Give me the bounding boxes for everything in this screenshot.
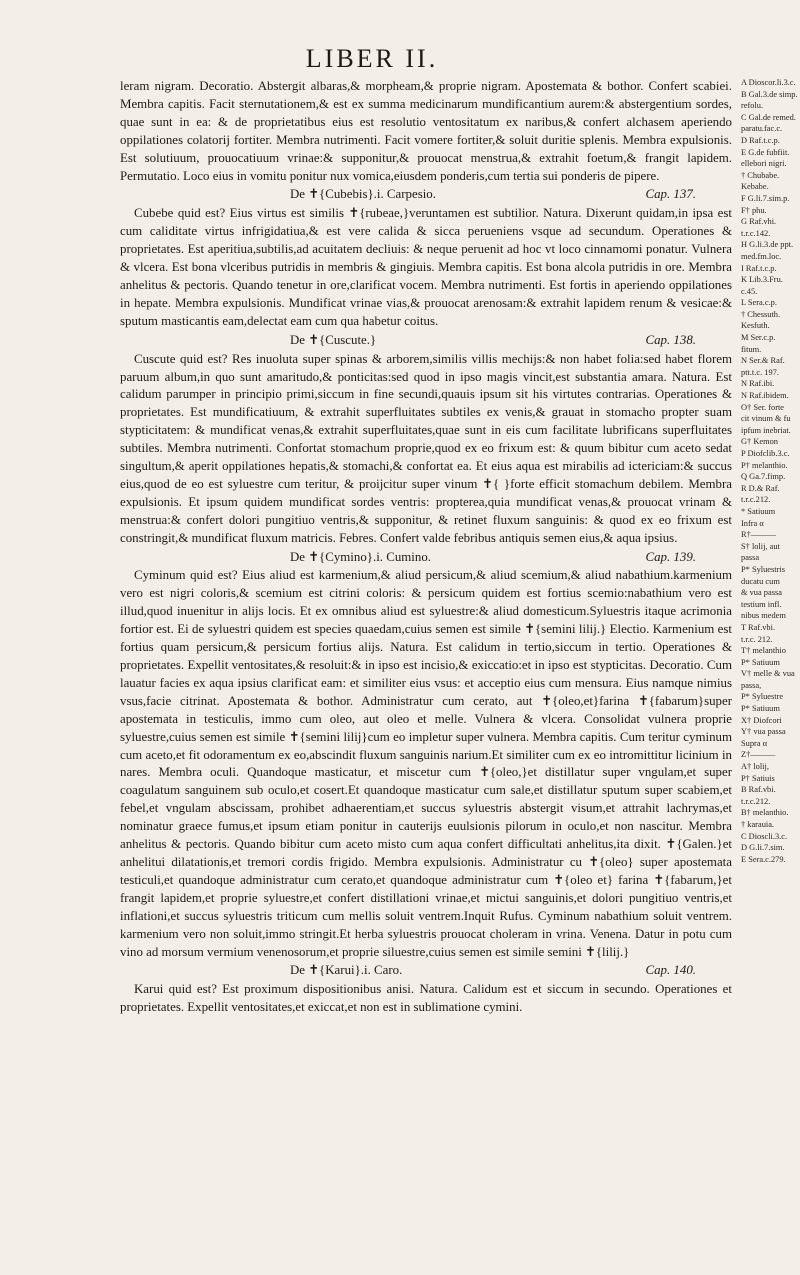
margin-note: N Raf.ibi.: [741, 379, 775, 389]
chapter-title: De ✝{Cubebis}.i. Carpesio.: [290, 187, 436, 202]
margin-note: nibus medem: [741, 611, 786, 621]
margin-note: Kesfuth.: [741, 321, 770, 331]
margin-note: N Raf.ibidem.: [741, 391, 789, 401]
margin-note: P Diofclib.3.c.: [741, 449, 790, 458]
margin-note: passa: [741, 553, 760, 563]
margin-note: N Ser.& Raf.: [741, 356, 785, 366]
margin-note: T Raf.vbi.: [741, 622, 776, 632]
margin-note: E G.de fubfiit.: [741, 147, 790, 157]
margin-note: B Raf.vbi.: [741, 785, 776, 795]
margin-note: Y† vua passa: [741, 727, 786, 737]
margin-note: † Chessuth.: [741, 309, 781, 319]
chapter-title: De ✝{Cymino}.i. Cumino.: [290, 549, 431, 564]
margin-note: passa,: [741, 680, 762, 690]
margin-note: G Raf.vhi.: [741, 217, 777, 227]
margin-note: R D.& Raf.: [741, 483, 780, 493]
chapter-number: Cap. 138.: [645, 332, 696, 347]
chapter-heading: [120, 332, 732, 350]
margin-note: P* Satiuum: [741, 704, 780, 714]
margin-note: G† Kemon: [741, 437, 778, 447]
main-text-column: [120, 78, 732, 1017]
paragraph: Cyminum quid est? Eius aliud est karmenium,& aliud persicum,& aliud scemium,& aliud nabathium.karmenium vero est nigri coloris,& scemium est citrini coloris: & persicum quidem est fortius scemio:nabathium vero est illud,quod inuenitur in alijs locis. Et ex omnibus aliud est syluestre:& aliud domesticum.Syluestris itaque acrimonia fortior est. Ei de syluestri quidem est species quaedam,cuius semen est simile ✝{semini lilij.} Electio. Karmenium est fortius quam persicum,& persicum fortius alijs. Natura. Est calidum in tertio,siccum in tertio. Operationes & proprietates. Expellit ventositates,& resoluit:& in ipso est incisio,& exiccatio:et in ipso est stypticitas. Decoratio. Cum lauatur facies ex aqua ipsius clarificat eam: et similiter eius vsus: et acceptio eius cum mensura. Eius namque nimius vsus,facie citrinat. Apostemata & bothor. Administratur cum cerato, aut ✝{oleo,et}farina ✝{fabarum}super apostemata in testiculis, immo cum oleo, aut oleo et melle. Vulnera & vlcera. Consolidat vulnera proprie syluestre,cuius semen est simile ✝{semini lilij}cum eo impletur super vulnera. Membra capitis. Cum teritur cyminum cum aceto,et fit odoramentum ex eo,abscindit fluxum sanguinis narium.Et similiter cum ex eo intromittitur licinium in nares. Membra oculi. Quandoque masticatur, et miscetur cum ✝{oleo,}et distillatur super vngulam,et super coagulatum sanguinem sub oculo,et cosert.Et quandoque masticatur cum sale,et distillatur sputum super scabiem,et febel,et vngulam abscissam, prohibet adhaerentiam,et succus syluestris abstergit visum,et attrahit lachrymas,et nominatur graece fumus,et ipsum etiam ponitur in cauterijs euulsionis pilorum in oculo,et non nascitur. Membra anhelitus & pectoris. Quando bibitur cum aceto misto cum aqua confert difficultati anhelitus,ita dixit. ✝{Galen.}et anhelitui dilatationis,et tremori cordis frigido. Membra expulsionis. Administratur cu ✝{oleo} super apostemata testiculi,et quandoque administratur cum cerato,et quandoque administratur cum ✝{oleo et} farina ✝{fabarum,}et frangit lapidem,et proprie syluestre,et confert distillationi vrinae,et mictui sanguinis,et dolori pungitiuo ventris,et inflationi,et succus syluestris triticum cum mellis soluit ventrem.Inquit Rufus. Cyminum nabathium soluit ventrem. karmenium vero non soluit,immo stringit.Et herba syluestris prouocat choleram in vrina. Venena. Datur in potu cum vino ad morsum vermium venenosorum,et proprie siluestre,cuius semen est simile semini ✝{lilij.}: [120, 568, 732, 959]
margin-note: S† lolij, aut: [741, 541, 780, 551]
margin-note: R†———: [741, 530, 776, 540]
margin-note: Kebabe.: [741, 182, 769, 192]
margin-note: ellebori nigri.: [741, 159, 787, 169]
margin-note: paratu.fac.c.: [741, 124, 783, 134]
marginal-notes: [741, 78, 799, 866]
margin-note: C Dioscli.3.c.: [741, 831, 788, 841]
margin-note: D G.li.7.sim.: [741, 843, 785, 853]
margin-note: refolu.: [741, 101, 764, 111]
margin-note: I Raf.t.c.p.: [741, 263, 777, 273]
chapter-heading: [120, 549, 732, 567]
margin-note: E Sera.c.279.: [741, 854, 786, 864]
margin-note: t.r.c.212.: [741, 495, 771, 505]
margin-note: cit vinum & fu: [741, 414, 791, 424]
margin-note: O† Ser. forte: [741, 402, 785, 412]
margin-note: C Gal.de remed.: [741, 112, 796, 122]
chapter-number: Cap. 139.: [645, 549, 696, 564]
margin-note: t.r.c.212.: [741, 796, 771, 806]
margin-note: A† lolij,: [741, 762, 769, 772]
chapter-title: De ✝{Cuscute.}: [290, 332, 377, 347]
chapter-title: De ✝{Karui}.i. Caro.: [290, 963, 403, 978]
paragraph: Karui quid est? Est proximum dispositionibus anisi. Natura. Calidum est et siccum in secundo. Operationes et proprietates. Expellit ventositates,et exiccat,et non est in sublimatione cymini.: [120, 982, 732, 1015]
margin-note: † Chubabe.: [741, 170, 780, 180]
margin-note: Infra α: [741, 518, 764, 528]
margin-note: L Sera.c.p.: [741, 298, 777, 308]
paragraph: leram nigram. Decoratio. Abstergit albaras,& morpheam,& proprie nigram. Apostemata & bothor. Confert scabiei. Membra capitis. Facit sternutationem,& est ex summa medicinarum mundificantium aurem:& abstergentium sordes, quae sunt in ea: & de proprietatibus eius est resolutio ventositatum ex naribus,& confert alchasem aperiendo oppilationes colatorij fortiter. Membra nutrimenti. Facit vomere fortiter,& soluit duritie splenis. Membra expulsionis. Est solutiuum, prouocatiuum vrinae:& supponitur,& prouocat menstrua,& extrahit foetum,& frangit lapidem. Permutatio. Loco eius in vomitu ponitur nux vomica,eiusdem ponderis,cum tertia sui ponderis de pipere.: [120, 79, 732, 183]
margin-note: V† melle & vua: [741, 669, 795, 679]
chapter-heading: [120, 186, 732, 204]
margin-note: t.r.c.142.: [741, 228, 771, 238]
margin-note: P* Syluestris: [741, 564, 785, 574]
margin-note: Z†———: [741, 750, 776, 760]
margin-note: P† Satiuis: [741, 773, 775, 783]
margin-note: t.r.c. 212.: [741, 634, 773, 644]
margin-note: M Ser.c.p.: [741, 333, 776, 343]
margin-note: † karauia.: [741, 820, 775, 829]
margin-note: H G.li.3.de ppt.: [741, 240, 794, 250]
margin-note: & vua passa: [741, 588, 782, 598]
margin-note: Q Ga.7.fimp.: [741, 472, 786, 482]
margin-note: F† phu.: [741, 205, 767, 215]
margin-note: c.45.: [741, 286, 758, 296]
margin-note: Supra α: [741, 738, 768, 748]
margin-note: ipfum inebriat.: [741, 425, 791, 435]
margin-note: A Dioscor.li.3.c.: [741, 78, 796, 87]
running-head: LIBER II.: [305, 44, 439, 73]
margin-note: X† Diofcori: [741, 715, 782, 725]
margin-note: P* Syluestre: [741, 692, 784, 702]
paragraph: Cubebe quid est? Eius virtus est similis ✝{rubeae,}veruntamen est subtilior. Natura. Dixerunt quidam,in ipsa est cum caliditate virtus infrigidatiua,& est vere calida & sicca perueniens vsque ad secundum. Operationes & proprietates. Est aperitiua,subtilis,ad acuitatem decliuis: & neque peruenit ad hoc vt loco cinnamomi ponatur. Vulnera & vlcera. Est bona vlceribus putridis in membris & gingiuis. Membra capitis. Est bona alcola putridis in ore. Membra anhelitus & pectoris. Quando tenetur in ore,clarificat vocem. Membra nutrimenti. Est fortis in aperiendo oppilationes in hepate. Membra expulsionis. Mundificat vrinae vias,& prouocat arenosam:& extrahit lapidem renum & vesicae:& sputum masticantis eam,delectat eam cum qua habetur coitus.: [120, 206, 732, 328]
paragraph: Cuscute quid est? Res inuoluta super spinas & arborem,similis villis mechijs:& non habet folia:sed habet florem paruum album,in quo sunt amaritudo,& ponticitas:sed quod in ipso magis vincit,est substantia amara. Natura. Est calidum parumper in principio primi,siccum in fine secundi,quauis ipsum sit his virtutes contrarias. Operationes & proprietates. Est mundificatiuum, & extrahit superfluitates subtiles ex venis,& grauat in stomacho propter suam stypticitatem: & mundificat venas,& extrahit superfluitates,quae sunt in eis cum facilitate lubrificans superfluitates subtiles. Membra nutrimenti. Confortat stomachum proprie,quod ex eo frixum est: & quum bibitur cum aceto sedat singultum,& aperit oppilationes hepatis,& stomachi,& confortat ea. Et eius aqua est mirabilis ad ictericiam:& succus eius,quod de eo est syluestre cum teritur, & proijcitur super vinum ✝{ }forte efficit stomachum debilem. Membra expulsionis. Et ipsum quidem mundificat sordes ventris: propterea,quia mundificat venas,& prouocat vrinam & menstrua:& confert dolori pungitiuo ventris,& supponitur, & retinet fluxum sanguinis: & quod ex eo frixum est constringit,& mundificat fluxum matricis. Febres. Confert valde febribus antiquis semen eius,& aqua ipsius.: [120, 351, 732, 545]
chapter-number: Cap. 140.: [645, 963, 696, 978]
margin-note: K Lib.3.Fru.: [741, 275, 783, 285]
margin-note: P* Satiuum: [741, 657, 780, 667]
margin-note: testium infl.: [741, 599, 782, 609]
margin-note: F G.li.7.sim.p.: [741, 193, 790, 203]
margin-note: B† melanthio.: [741, 808, 789, 818]
margin-note: fitum.: [741, 344, 762, 354]
margin-note: P† melanthio.: [741, 460, 788, 470]
margin-note: * Satiuum: [741, 506, 776, 516]
margin-note: ducatu cum: [741, 576, 780, 586]
margin-note: med.fm.loc.: [741, 251, 782, 261]
margin-note: D Raf.t.c.p.: [741, 135, 780, 145]
chapter-number: Cap. 137.: [645, 187, 696, 202]
margin-note: B Gal.3.de simp.: [741, 89, 798, 99]
chapter-heading: [120, 962, 732, 980]
margin-note: T† melanthio: [741, 646, 786, 656]
margin-note: ptt.t.c. 197.: [741, 367, 779, 377]
